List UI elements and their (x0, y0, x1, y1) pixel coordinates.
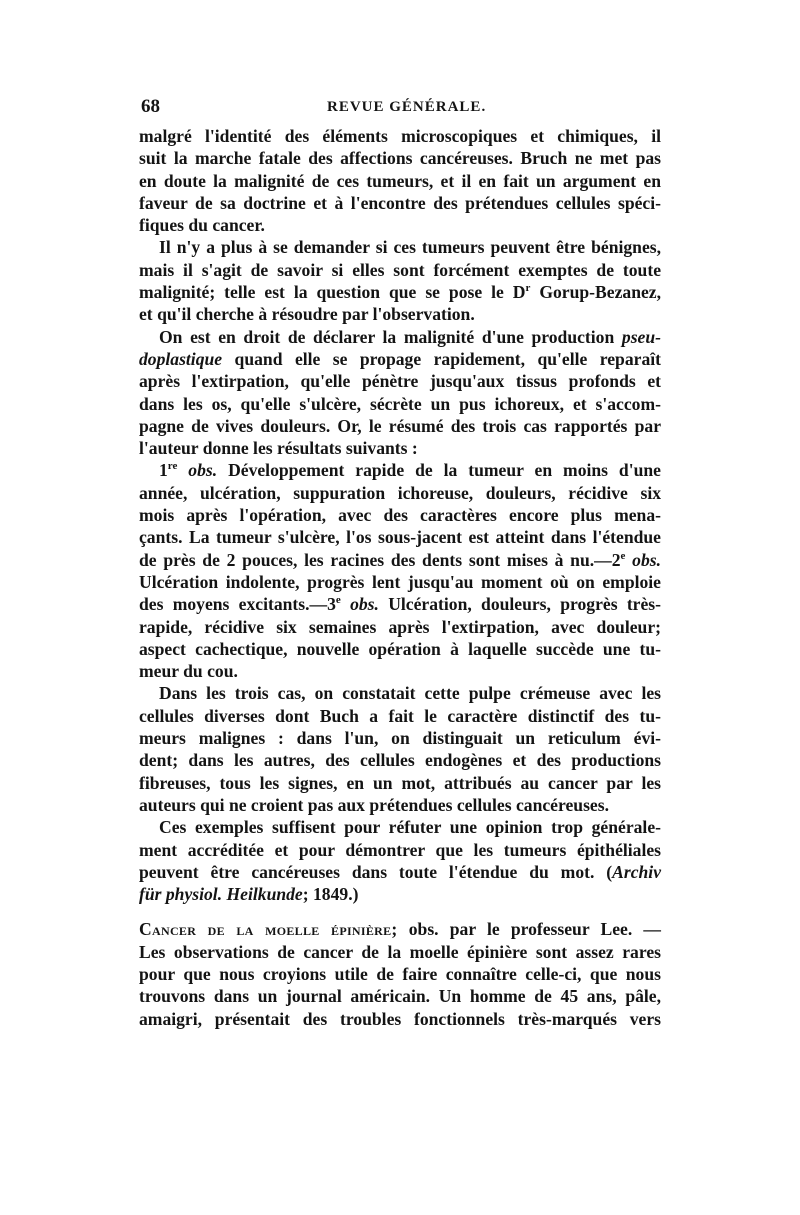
superscript: e (335, 594, 341, 607)
paragraph (139, 918, 661, 1029)
text-line: fiques du cancer. (139, 215, 265, 236)
body-text (139, 125, 661, 1030)
text-line (139, 883, 661, 905)
text-line: Dans les trois cas, on constatait cette pulpe crémeuse avec les (159, 683, 661, 704)
paragraph (139, 236, 661, 325)
text-line: auteurs qui ne croient pas aux prétendues cellules cancéreuses. (139, 794, 609, 815)
page-number: 68 (141, 96, 160, 117)
text-run: malignité; telle est la question que se pose le D (139, 282, 526, 303)
text-run: obs. par le professeur Lee. — (397, 919, 661, 940)
italic-text: für physiol. Heilkunde (139, 884, 303, 905)
italic-text: doplastique (139, 348, 223, 369)
paragraph (139, 326, 661, 460)
text-run: quand elle se propage rapidement, qu'elle reparaît (222, 348, 661, 369)
text-run: de près de 2 pouces, les racines des dents sont mises à nu.—2 (139, 549, 621, 570)
text-line: meurs malignes : dans l'un, on distinguait un reticulum évi- (139, 728, 661, 749)
text-line: Ulcération indolente, progrès lent jusqu'au moment où on emploie (139, 571, 661, 592)
text-line: l'auteur donne les résultats suivants : (139, 438, 418, 459)
text-line: pour que nous croyions utile de faire connaître celle-ci, que nous (139, 963, 661, 984)
page-header (141, 96, 661, 120)
text-line: mais il s'agit de savoir si elles sont forcément exemptes de toute (139, 259, 661, 280)
text-line: rapide, récidive six semaines après l'extirpation, avec douleur; (139, 616, 661, 637)
text-line (139, 459, 661, 481)
text-line: çants. La tumeur s'ulcère, l'os sous-jacent est atteint dans l'étendue (139, 527, 661, 548)
text-line: en doute la malignité de ces tumeurs, et il en fait un argument en (139, 170, 661, 191)
text-run: On est en droit de déclarer la malignité d'une production (159, 326, 622, 347)
text-line: aspect cachectique, nouvelle opération à laquelle succède une tu- (139, 638, 661, 659)
text-line: ment accréditée et pour démontrer que les tumeurs épithéliales (139, 839, 661, 860)
text-line: meur du cou. (139, 661, 238, 682)
italic-text: pseu- (621, 326, 661, 347)
text-line: malgré l'identité des éléments microscopiques et chimiques, il (139, 126, 661, 146)
text-line: Ces exemples suffisent pour réfuter une opinion trop générale- (159, 817, 661, 838)
text-line (139, 861, 661, 883)
text-line: dans les os, qu'elle s'ulcère, sécrète un pus ichoreux, et s'accom- (139, 393, 661, 414)
text-line: dent; dans les autres, des cellules endogènes et des productions (139, 750, 661, 771)
text-run: 1 (159, 460, 168, 481)
text-line (139, 549, 661, 571)
text-run: Ulcération, douleurs, progrès très- (378, 594, 661, 615)
text-line (139, 918, 661, 940)
section-heading: Cancer de la moelle épinière; (139, 919, 398, 940)
italic-text: obs. (625, 549, 661, 570)
text-line: suit la marche fatale des affections cancéreuses. Bruch ne met pas (139, 148, 661, 169)
superscript: re (167, 460, 178, 473)
text-line: après l'extirpation, qu'elle pénètre jusqu'aux tissus profonds et (139, 371, 661, 392)
text-line: et qu'il cherche à résoudre par l'observation. (139, 304, 475, 325)
paragraph (139, 125, 661, 236)
text-line (139, 326, 661, 348)
text-line (139, 593, 661, 615)
text-line: trouvons dans un journal américain. Un homme de 45 ans, pâle, (139, 986, 661, 1007)
italic-text: obs. (340, 594, 379, 615)
italic-text: Archiv (612, 861, 661, 882)
paragraph (139, 459, 661, 682)
paragraph (139, 682, 661, 816)
paragraph (139, 816, 661, 905)
text-line: Il n'y a plus à se demander si ces tumeurs peuvent être bénignes, (159, 237, 661, 258)
text-line: pagne de vives douleurs. Or, le résumé des trois cas rapportés par (139, 415, 661, 436)
text-run: Gorup-Bezanez, (530, 282, 661, 303)
italic-text: obs. (177, 460, 218, 481)
text-run: ; 1849.) (302, 884, 359, 905)
text-line: faveur de sa doctrine et à l'encontre des prétendues cellules spéci- (139, 192, 661, 213)
text-line (139, 348, 661, 370)
text-run: des moyens excitants.—3 (139, 594, 336, 615)
text-line (139, 281, 661, 303)
section-gap (139, 905, 661, 918)
superscript: e (620, 549, 626, 562)
text-line: année, ulcération, suppuration ichoreuse, douleurs, récidive six (139, 482, 661, 503)
text-line: cellules diverses dont Buch a fait le caractère distinctif des tu- (139, 705, 661, 726)
running-title: REVUE GÉNÉRALE. (327, 99, 487, 115)
text-line: Les observations de cancer de la moelle épinière sont assez rares (139, 941, 661, 962)
text-line: fibreuses, tous les signes, en un mot, attribués au cancer par les (139, 772, 661, 793)
text-line: amaigri, présentait des troubles fonctionnels très-marqués vers (139, 1008, 661, 1029)
text-run: peuvent être cancéreuses dans toute l'étendue du mot. ( (139, 861, 613, 882)
superscript: r (525, 282, 531, 295)
text-line: mois après l'opération, avec des caractères encore plus mena- (139, 505, 661, 526)
text-run: Développement rapide de la tumeur en moins d'une (217, 460, 661, 481)
